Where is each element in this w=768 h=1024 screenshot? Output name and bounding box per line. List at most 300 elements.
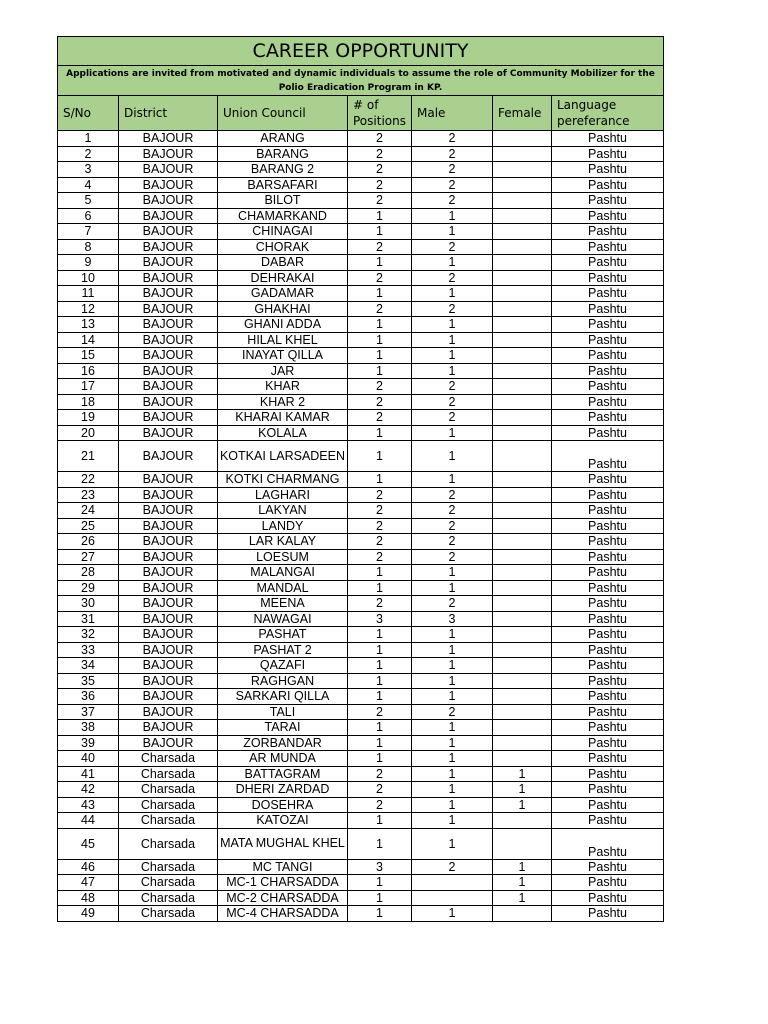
cell-positions: 1 <box>348 828 412 859</box>
cell-female: 1 <box>493 766 552 782</box>
cell-district: Charsada <box>119 875 218 891</box>
table-row <box>58 518 664 534</box>
cell-sno: 32 <box>58 627 119 643</box>
cell-district: Charsada <box>119 797 218 813</box>
cell-district: BAJOUR <box>119 735 218 751</box>
table-row <box>58 472 664 488</box>
cell-positions: 2 <box>348 270 412 286</box>
table-row <box>58 363 664 379</box>
cell-positions: 1 <box>348 689 412 705</box>
cell-district: BAJOUR <box>119 301 218 317</box>
cell-sno: 15 <box>58 348 119 364</box>
cell-union-council: JAR <box>218 363 348 379</box>
cell-male: 1 <box>412 332 493 348</box>
cell-district: Charsada <box>119 813 218 829</box>
cell-female <box>493 642 552 658</box>
table-row <box>58 301 664 317</box>
cell-district: BAJOUR <box>119 317 218 333</box>
table-row <box>58 828 664 859</box>
cell-positions: 1 <box>348 735 412 751</box>
cell-sno: 33 <box>58 642 119 658</box>
cell-female <box>493 255 552 271</box>
cell-positions: 2 <box>348 379 412 395</box>
cell-union-council: GHAKHAI <box>218 301 348 317</box>
cell-union-council: MATA MUGHAL KHEL <box>218 828 348 859</box>
header-positions: # of Positions <box>348 96 412 131</box>
cell-female <box>493 177 552 193</box>
cell-union-council: KOLALA <box>218 425 348 441</box>
cell-sno: 18 <box>58 394 119 410</box>
cell-female <box>493 410 552 426</box>
cell-language: Pashtu <box>552 890 664 906</box>
cell-union-council: MANDAL <box>218 580 348 596</box>
cell-male: 1 <box>412 735 493 751</box>
cell-male: 1 <box>412 286 493 302</box>
cell-union-council: RAGHGAN <box>218 673 348 689</box>
cell-union-council: BARANG 2 <box>218 162 348 178</box>
cell-language: Pashtu <box>552 534 664 550</box>
announcement-text: Applications are invited from motivated and dynamic individuals to assume the role of Community Mobilizer for the Polio Eradication Program in KP. <box>58 66 664 96</box>
cell-sno: 37 <box>58 704 119 720</box>
positions-table <box>57 36 664 922</box>
table-row <box>58 658 664 674</box>
cell-district: Charsada <box>119 766 218 782</box>
cell-female <box>493 270 552 286</box>
cell-female <box>493 565 552 581</box>
cell-union-council: KHARAI KAMAR <box>218 410 348 426</box>
table-row <box>58 131 664 147</box>
cell-positions: 1 <box>348 317 412 333</box>
cell-sno: 26 <box>58 534 119 550</box>
cell-female <box>493 317 552 333</box>
cell-sno: 9 <box>58 255 119 271</box>
table-row <box>58 270 664 286</box>
cell-sno: 4 <box>58 177 119 193</box>
cell-female <box>493 735 552 751</box>
cell-union-council: BILOT <box>218 193 348 209</box>
cell-language: Pashtu <box>552 131 664 147</box>
cell-union-council: GHANI ADDA <box>218 317 348 333</box>
cell-female <box>493 131 552 147</box>
cell-language: Pashtu <box>552 332 664 348</box>
cell-language: Pashtu <box>552 224 664 240</box>
cell-union-council: LANDY <box>218 518 348 534</box>
table-row <box>58 782 664 798</box>
cell-positions: 1 <box>348 751 412 767</box>
cell-district: Charsada <box>119 906 218 922</box>
cell-positions: 1 <box>348 224 412 240</box>
cell-sno: 17 <box>58 379 119 395</box>
cell-language: Pashtu <box>552 906 664 922</box>
table-row <box>58 348 664 364</box>
cell-language: Pashtu <box>552 782 664 798</box>
cell-union-council: INAYAT QILLA <box>218 348 348 364</box>
cell-district: BAJOUR <box>119 673 218 689</box>
cell-union-council: KOTKAI LARSADEEN <box>218 441 348 472</box>
cell-district: BAJOUR <box>119 208 218 224</box>
cell-language: Pashtu <box>552 286 664 302</box>
table-row <box>58 642 664 658</box>
cell-male: 2 <box>412 131 493 147</box>
cell-language: Pashtu <box>552 425 664 441</box>
cell-sno: 35 <box>58 673 119 689</box>
cell-language: Pashtu <box>552 549 664 565</box>
cell-language: Pashtu <box>552 797 664 813</box>
cell-language: Pashtu <box>552 193 664 209</box>
cell-language: Pashtu <box>552 875 664 891</box>
cell-male: 2 <box>412 379 493 395</box>
cell-district: BAJOUR <box>119 704 218 720</box>
cell-union-council: PASHAT 2 <box>218 642 348 658</box>
cell-positions: 2 <box>348 596 412 612</box>
cell-male: 1 <box>412 658 493 674</box>
cell-female <box>493 487 552 503</box>
cell-district: BAJOUR <box>119 193 218 209</box>
page-title: CAREER OPPORTUNITY <box>58 37 664 66</box>
cell-language: Pashtu <box>552 720 664 736</box>
cell-female <box>493 146 552 162</box>
table-row <box>58 317 664 333</box>
cell-female <box>493 906 552 922</box>
cell-district: BAJOUR <box>119 472 218 488</box>
cell-language: Pashtu <box>552 379 664 395</box>
cell-positions: 1 <box>348 286 412 302</box>
cell-sno: 24 <box>58 503 119 519</box>
cell-language: Pashtu <box>552 828 664 859</box>
cell-positions: 3 <box>348 859 412 875</box>
cell-male <box>412 875 493 891</box>
cell-male: 1 <box>412 720 493 736</box>
cell-sno: 6 <box>58 208 119 224</box>
cell-female <box>493 596 552 612</box>
cell-positions: 1 <box>348 363 412 379</box>
cell-district: Charsada <box>119 859 218 875</box>
cell-district: Charsada <box>119 751 218 767</box>
cell-sno: 38 <box>58 720 119 736</box>
cell-positions: 1 <box>348 627 412 643</box>
cell-female <box>493 162 552 178</box>
cell-sno: 28 <box>58 565 119 581</box>
cell-male: 1 <box>412 813 493 829</box>
cell-language: Pashtu <box>552 751 664 767</box>
cell-sno: 39 <box>58 735 119 751</box>
cell-sno: 42 <box>58 782 119 798</box>
cell-positions: 2 <box>348 131 412 147</box>
cell-sno: 2 <box>58 146 119 162</box>
cell-language: Pashtu <box>552 704 664 720</box>
cell-male: 2 <box>412 518 493 534</box>
cell-district: BAJOUR <box>119 177 218 193</box>
cell-union-council: LAGHARI <box>218 487 348 503</box>
cell-sno: 10 <box>58 270 119 286</box>
cell-male: 1 <box>412 828 493 859</box>
cell-positions: 1 <box>348 890 412 906</box>
cell-district: BAJOUR <box>119 549 218 565</box>
table-row <box>58 596 664 612</box>
cell-male: 2 <box>412 596 493 612</box>
cell-sno: 8 <box>58 239 119 255</box>
cell-sno: 40 <box>58 751 119 767</box>
cell-district: BAJOUR <box>119 689 218 705</box>
cell-female <box>493 689 552 705</box>
cell-male: 1 <box>412 797 493 813</box>
cell-positions: 2 <box>348 177 412 193</box>
cell-language: Pashtu <box>552 518 664 534</box>
cell-sno: 30 <box>58 596 119 612</box>
cell-male: 2 <box>412 193 493 209</box>
cell-district: BAJOUR <box>119 611 218 627</box>
cell-language: Pashtu <box>552 487 664 503</box>
cell-district: BAJOUR <box>119 503 218 519</box>
cell-male: 2 <box>412 534 493 550</box>
cell-positions: 2 <box>348 410 412 426</box>
cell-positions: 1 <box>348 673 412 689</box>
cell-language: Pashtu <box>552 177 664 193</box>
cell-district: BAJOUR <box>119 596 218 612</box>
cell-positions: 1 <box>348 348 412 364</box>
cell-positions: 1 <box>348 720 412 736</box>
cell-positions: 2 <box>348 193 412 209</box>
cell-language: Pashtu <box>552 363 664 379</box>
cell-sno: 41 <box>58 766 119 782</box>
cell-female <box>493 611 552 627</box>
cell-male: 1 <box>412 425 493 441</box>
table-row <box>58 239 664 255</box>
cell-male: 2 <box>412 487 493 503</box>
cell-positions: 1 <box>348 208 412 224</box>
header-male: Male <box>412 96 493 131</box>
table-row <box>58 379 664 395</box>
cell-positions: 2 <box>348 766 412 782</box>
cell-positions: 2 <box>348 487 412 503</box>
cell-district: BAJOUR <box>119 286 218 302</box>
cell-language: Pashtu <box>552 317 664 333</box>
cell-sno: 16 <box>58 363 119 379</box>
cell-union-council: QAZAFI <box>218 658 348 674</box>
cell-female <box>493 348 552 364</box>
cell-sno: 11 <box>58 286 119 302</box>
cell-female <box>493 658 552 674</box>
cell-male: 1 <box>412 642 493 658</box>
cell-male: 1 <box>412 627 493 643</box>
cell-sno: 12 <box>58 301 119 317</box>
cell-female <box>493 813 552 829</box>
cell-district: BAJOUR <box>119 410 218 426</box>
cell-union-council: ZORBANDAR <box>218 735 348 751</box>
table-row <box>58 735 664 751</box>
cell-union-council: LOESUM <box>218 549 348 565</box>
cell-language: Pashtu <box>552 410 664 426</box>
cell-sno: 3 <box>58 162 119 178</box>
table-row <box>58 813 664 829</box>
table-row <box>58 208 664 224</box>
cell-male: 1 <box>412 441 493 472</box>
cell-union-council: AR MUNDA <box>218 751 348 767</box>
table-row <box>58 224 664 240</box>
cell-union-council: MEENA <box>218 596 348 612</box>
table-row <box>58 859 664 875</box>
cell-positions: 2 <box>348 503 412 519</box>
cell-sno: 29 <box>58 580 119 596</box>
cell-district: BAJOUR <box>119 131 218 147</box>
cell-male: 1 <box>412 363 493 379</box>
cell-male: 1 <box>412 689 493 705</box>
table-row <box>58 193 664 209</box>
cell-language: Pashtu <box>552 673 664 689</box>
cell-female <box>493 441 552 472</box>
cell-union-council: KATOZAI <box>218 813 348 829</box>
cell-male: 2 <box>412 270 493 286</box>
cell-union-council: KHAR 2 <box>218 394 348 410</box>
table-row <box>58 704 664 720</box>
cell-language: Pashtu <box>552 208 664 224</box>
cell-language: Pashtu <box>552 146 664 162</box>
cell-union-council: MC-4 CHARSADDA <box>218 906 348 922</box>
cell-female: 1 <box>493 782 552 798</box>
cell-female <box>493 286 552 302</box>
cell-sno: 25 <box>58 518 119 534</box>
cell-sno: 45 <box>58 828 119 859</box>
cell-positions: 1 <box>348 565 412 581</box>
table-row <box>58 255 664 271</box>
cell-language: Pashtu <box>552 735 664 751</box>
cell-male: 1 <box>412 751 493 767</box>
cell-district: BAJOUR <box>119 580 218 596</box>
cell-language: Pashtu <box>552 301 664 317</box>
table-row <box>58 890 664 906</box>
cell-union-council: DOSEHRA <box>218 797 348 813</box>
cell-female <box>493 720 552 736</box>
table-row <box>58 534 664 550</box>
cell-sno: 21 <box>58 441 119 472</box>
cell-male: 2 <box>412 146 493 162</box>
cell-union-council: CHAMARKAND <box>218 208 348 224</box>
cell-male: 2 <box>412 394 493 410</box>
cell-female <box>493 828 552 859</box>
cell-district: BAJOUR <box>119 565 218 581</box>
table-row <box>58 425 664 441</box>
cell-positions: 1 <box>348 255 412 271</box>
cell-female <box>493 534 552 550</box>
table-row <box>58 332 664 348</box>
cell-language: Pashtu <box>552 658 664 674</box>
cell-male: 1 <box>412 766 493 782</box>
cell-union-council: PASHAT <box>218 627 348 643</box>
cell-language: Pashtu <box>552 239 664 255</box>
cell-female: 1 <box>493 875 552 891</box>
table-row <box>58 766 664 782</box>
cell-language: Pashtu <box>552 162 664 178</box>
cell-female <box>493 503 552 519</box>
cell-language: Pashtu <box>552 503 664 519</box>
cell-female <box>493 518 552 534</box>
cell-union-council: DHERI ZARDAD <box>218 782 348 798</box>
cell-male: 2 <box>412 239 493 255</box>
cell-female <box>493 394 552 410</box>
cell-male: 2 <box>412 859 493 875</box>
cell-language: Pashtu <box>552 642 664 658</box>
cell-positions: 2 <box>348 782 412 798</box>
cell-female <box>493 627 552 643</box>
cell-sno: 22 <box>58 472 119 488</box>
cell-language: Pashtu <box>552 689 664 705</box>
cell-positions: 1 <box>348 425 412 441</box>
cell-district: BAJOUR <box>119 642 218 658</box>
cell-union-council: CHINAGAI <box>218 224 348 240</box>
cell-female: 1 <box>493 859 552 875</box>
cell-district: BAJOUR <box>119 441 218 472</box>
cell-sno: 34 <box>58 658 119 674</box>
cell-language: Pashtu <box>552 565 664 581</box>
cell-male: 1 <box>412 348 493 364</box>
cell-district: Charsada <box>119 782 218 798</box>
cell-positions: 2 <box>348 704 412 720</box>
table-row <box>58 627 664 643</box>
cell-male: 1 <box>412 208 493 224</box>
cell-sno: 46 <box>58 859 119 875</box>
table-row <box>58 689 664 705</box>
cell-district: BAJOUR <box>119 518 218 534</box>
cell-male: 2 <box>412 503 493 519</box>
cell-district: BAJOUR <box>119 162 218 178</box>
cell-positions: 2 <box>348 534 412 550</box>
header-language: Language pereferance <box>552 96 664 131</box>
cell-female <box>493 301 552 317</box>
cell-union-council: DEHRAKAI <box>218 270 348 286</box>
cell-male: 2 <box>412 410 493 426</box>
cell-union-council: BARANG <box>218 146 348 162</box>
cell-sno: 31 <box>58 611 119 627</box>
cell-language: Pashtu <box>552 472 664 488</box>
table-row <box>58 487 664 503</box>
cell-male: 2 <box>412 162 493 178</box>
spreadsheet <box>57 36 664 922</box>
cell-district: BAJOUR <box>119 255 218 271</box>
cell-language: Pashtu <box>552 348 664 364</box>
cell-positions: 2 <box>348 549 412 565</box>
cell-union-council: SARKARI QILLA <box>218 689 348 705</box>
cell-male: 1 <box>412 782 493 798</box>
cell-union-council: ARANG <box>218 131 348 147</box>
cell-district: BAJOUR <box>119 394 218 410</box>
cell-male: 1 <box>412 224 493 240</box>
cell-district: BAJOUR <box>119 348 218 364</box>
cell-sno: 36 <box>58 689 119 705</box>
table-row <box>58 503 664 519</box>
cell-sno: 14 <box>58 332 119 348</box>
cell-positions: 1 <box>348 472 412 488</box>
cell-union-council: MC TANGI <box>218 859 348 875</box>
cell-positions: 2 <box>348 301 412 317</box>
cell-male: 2 <box>412 301 493 317</box>
cell-female <box>493 580 552 596</box>
cell-male: 2 <box>412 177 493 193</box>
cell-positions: 1 <box>348 441 412 472</box>
cell-union-council: TARAI <box>218 720 348 736</box>
cell-male: 1 <box>412 472 493 488</box>
cell-positions: 1 <box>348 580 412 596</box>
cell-positions: 2 <box>348 162 412 178</box>
cell-district: BAJOUR <box>119 332 218 348</box>
cell-language: Pashtu <box>552 580 664 596</box>
cell-district: BAJOUR <box>119 425 218 441</box>
cell-district: BAJOUR <box>119 627 218 643</box>
cell-union-council: MC-2 CHARSADDA <box>218 890 348 906</box>
table-row <box>58 162 664 178</box>
cell-district: BAJOUR <box>119 487 218 503</box>
table-row <box>58 906 664 922</box>
cell-sno: 48 <box>58 890 119 906</box>
